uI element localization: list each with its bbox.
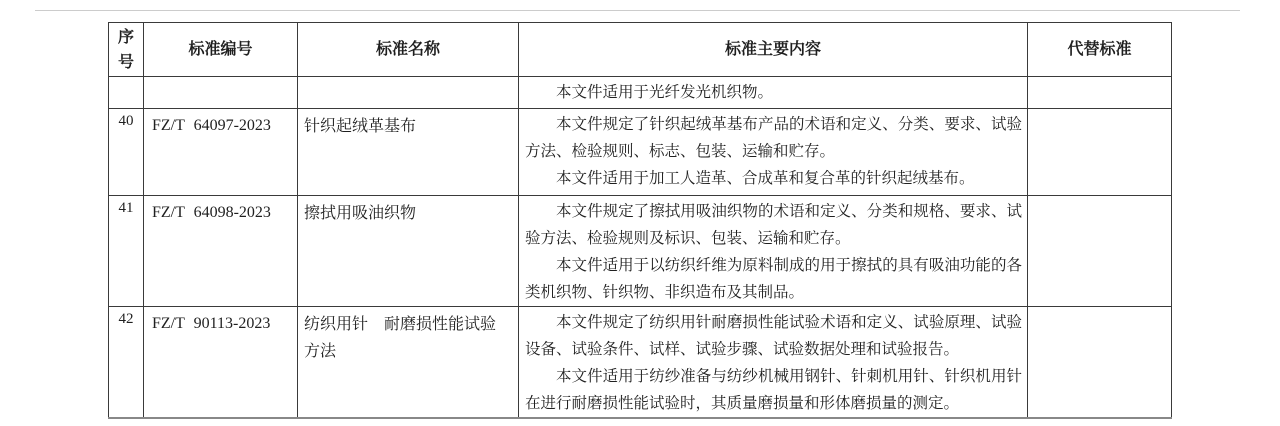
replaced-standard-cell [1028, 307, 1172, 419]
content-paragraph: 本文件适用于以纺织纤维为原料制成的用于擦拭的具有吸油功能的各类机织物、针织物、非织造布及其制品。 [525, 257, 1022, 301]
table-row-40 [109, 109, 1172, 196]
content-paragraph: 本文件规定了擦拭用吸油织物的术语和定义、分类和规格、要求、试验方法、检验规则及标识、包装、运输和贮存。 [525, 203, 1022, 247]
standard-name-cell: 纺织用针 耐磨损性能试验方法 [298, 307, 519, 419]
standard-code-cell: FZ/T 90113-2023 [144, 307, 298, 419]
content-paragraph: 本文件适用于光纤发光机织物。 [556, 84, 774, 101]
standard-content-cell [519, 109, 1028, 196]
standard-code-cell: FZ/T 64097-2023 [144, 109, 298, 196]
standard-name-cell: 针织起绒革基布 [298, 109, 519, 196]
standard-content-cell [519, 77, 1028, 109]
column-header-replace: 代替标准 [1028, 23, 1172, 77]
column-header-code: 标准编号 [144, 23, 298, 77]
replaced-standard-cell [1028, 77, 1172, 109]
standard-name-cell: 擦拭用吸油织物 [298, 196, 519, 307]
content-paragraph: 本文件适用于加工人造革、合成革和复合革的针织起绒基布。 [556, 170, 975, 187]
content-paragraph: 本文件规定了纺织用针耐磨损性能试验术语和定义、试验原理、试验设备、试验条件、试样、试验步骤、试验数据处理和试验报告。 [525, 314, 1022, 358]
standard-name-cell [298, 77, 519, 109]
column-header-seq-label: 序号 [117, 28, 134, 71]
seq-cell: 41 [109, 196, 144, 307]
standards-table [108, 22, 1172, 419]
standard-content-cell [519, 196, 1028, 307]
column-header-content: 标准主要内容 [519, 23, 1028, 77]
table-row-41 [109, 196, 1172, 307]
table-header-row [109, 23, 1172, 77]
seq-cell [109, 77, 144, 109]
page-top-divider [35, 10, 1240, 11]
column-header-seq [109, 23, 144, 77]
standard-code-cell: FZ/T 64098-2023 [144, 196, 298, 307]
replaced-standard-cell [1028, 196, 1172, 307]
table-row-continuation [109, 77, 1172, 109]
seq-cell: 40 [109, 109, 144, 196]
standard-code-cell [144, 77, 298, 109]
table-row-42 [109, 307, 1172, 419]
standard-content-cell [519, 307, 1028, 419]
replaced-standard-cell [1028, 109, 1172, 196]
content-paragraph: 本文件规定了针织起绒革基布产品的术语和定义、分类、要求、试验方法、检验规则、标志、包装、运输和贮存。 [525, 116, 1022, 160]
content-paragraph: 本文件适用于纺纱准备与纺纱机械用钢针、针刺机用针、针织机用针在进行耐磨损性能试验时，其质量磨损量和形体磨损量的测定。 [525, 368, 1022, 412]
column-header-name: 标准名称 [298, 23, 519, 77]
seq-cell: 42 [109, 307, 144, 419]
